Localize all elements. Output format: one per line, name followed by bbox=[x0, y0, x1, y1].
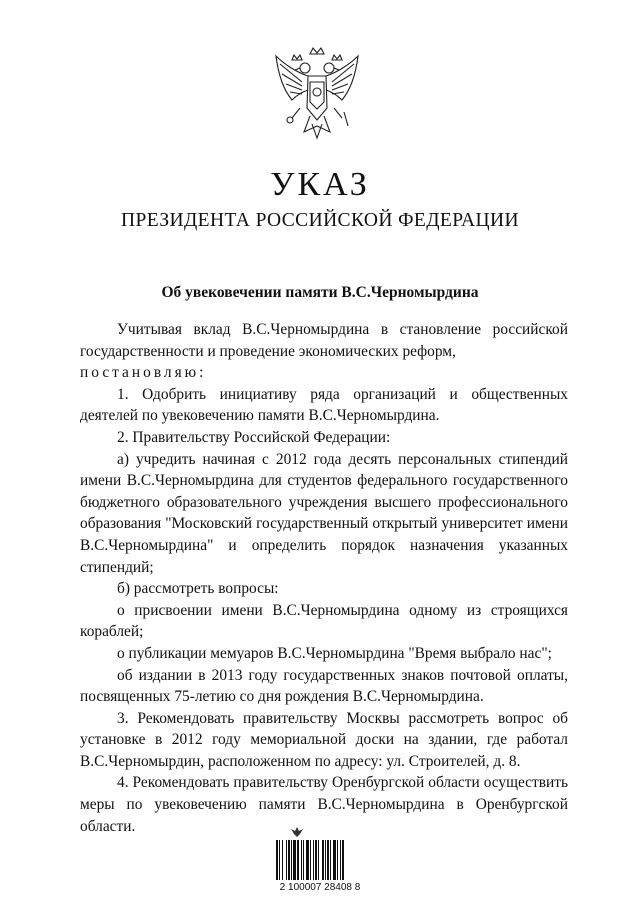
paragraph-item-4: 4. Рекомендовать правительству Оренбургской области осуществить меры по увековечению памяти В.С.Черномырдина в Оренбургской области. bbox=[80, 774, 568, 835]
decree-heading: Об увековечении памяти В.С.Черномырдина bbox=[161, 284, 479, 301]
barcode-bar bbox=[315, 840, 317, 880]
barcode-block bbox=[268, 826, 372, 898]
barcode-bar bbox=[288, 840, 290, 880]
decree-issuer: ПРЕЗИДЕНТА РОССИЙСКОЙ ФЕДЕРАЦИИ bbox=[121, 210, 519, 231]
paragraph-item-2: 2. Правительству Российской Федерации: bbox=[117, 428, 391, 446]
barcode-bar bbox=[342, 840, 344, 880]
paragraph-resolve: постановляю: bbox=[80, 364, 207, 382]
barcode-bar bbox=[301, 840, 302, 880]
barcode-bar bbox=[303, 840, 304, 880]
paragraph-memoirs: о публикации мемуаров В.С.Черномырдина "Время выбрало нас"; bbox=[117, 644, 552, 662]
decree-title: УКАЗ bbox=[270, 166, 370, 203]
barcode-bar bbox=[327, 840, 329, 880]
paragraph-item-2b: б) рассмотреть вопросы: bbox=[117, 580, 279, 598]
decree-body bbox=[80, 319, 568, 837]
paragraph-item-2a: а) учредить начиная с 2012 года десять персональных стипендий имени В.С.Черномырдина для студентов федерального государственного бюджетного образовательного учреждения высшего профессионального образования "Московский государственный открытый университет имени В.С.Черномырдина" и определить порядок назначения указанных стипендий; bbox=[80, 450, 568, 576]
barcode-bar bbox=[337, 840, 338, 880]
barcode-bar bbox=[325, 840, 326, 880]
paragraph-item-1: 1. Одобрить инициативу ряда организаций и общественных деятелей по увековечению памяти В.С.Черномырдина. bbox=[80, 385, 568, 425]
barcode-bar bbox=[322, 840, 324, 880]
paragraph-item-3: 3. Рекомендовать правительству Москвы рассмотреть вопрос об установке в 2012 году мемориальной доски на здании, где работал В.С.Черномырдин, расположенном по адресу: ул. Строителей, д. 8. bbox=[80, 709, 568, 770]
coat-of-arms-icon bbox=[272, 46, 362, 142]
paragraph-ship-name: о присвоении имени В.С.Черномырдина одному из строящихся кораблей; bbox=[80, 601, 568, 641]
barcode-bar bbox=[293, 840, 296, 880]
barcode-icon bbox=[276, 840, 364, 880]
barcode-bar bbox=[276, 840, 278, 880]
barcode-bar bbox=[306, 840, 309, 880]
barcode-bar bbox=[286, 840, 287, 880]
eagle-mark-icon bbox=[290, 826, 304, 838]
barcode-bar bbox=[282, 840, 283, 880]
barcode-bar bbox=[318, 840, 319, 880]
barcode-bar bbox=[291, 840, 292, 880]
paragraph-postage: об издании в 2013 году государственных знаков почтовой оплаты, посвященных 75-летию со дня рождения В.С.Черномырдина. bbox=[80, 666, 568, 706]
barcode-bar bbox=[279, 840, 280, 880]
barcode-bar bbox=[330, 840, 331, 880]
barcode-bar bbox=[310, 840, 311, 880]
barcode-bar bbox=[340, 840, 341, 880]
paragraph-preamble: Учитывая вклад В.С.Черномырдина в становление российской государственности и проведение экономических реформ, bbox=[80, 321, 568, 360]
barcode-bar bbox=[313, 840, 314, 880]
barcode-number: 2 100007 28408 8 bbox=[279, 882, 361, 893]
barcode-bar bbox=[297, 840, 299, 880]
barcode-bar bbox=[333, 840, 336, 880]
